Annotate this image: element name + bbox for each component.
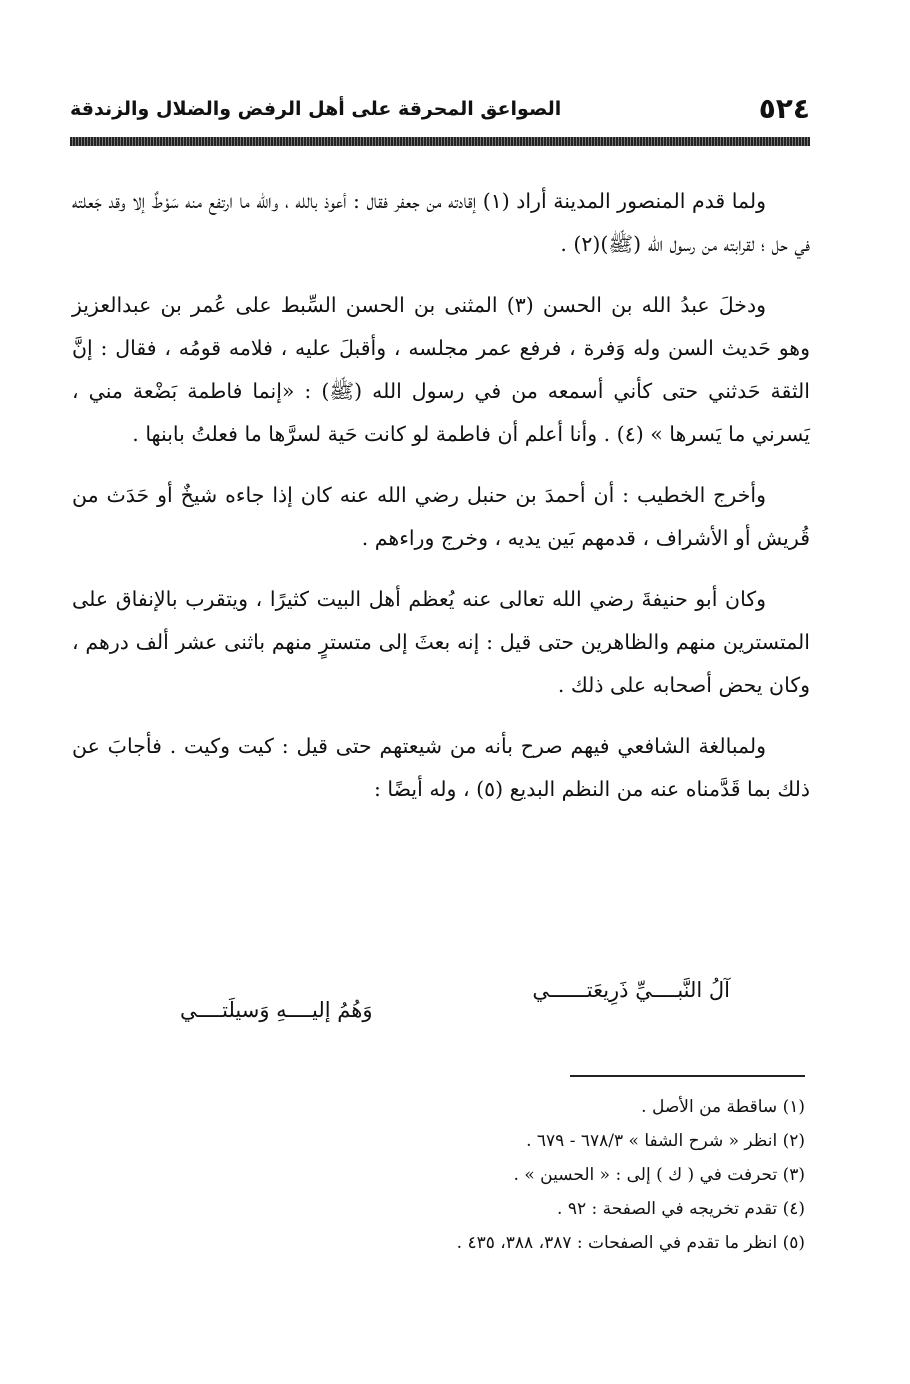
footnote: (٣) تحرفت في ( ك ) إلى : « الحسين » .: [513, 1165, 805, 1185]
paragraph: وأخرج الخطيب : أن أحمدَ بن حنبل رضي الله عنه كان إذا جاءه شيخٌ أو حَدَث من قُريش أو الأشراف ، قدمهم بَين يديه ، وخرج وراءهم .: [72, 483, 810, 550]
footnote: (٢) انظر « شرح الشفا » ٦٧٨/٣ - ٦٧٩ .: [526, 1131, 805, 1151]
running-title: الصواعق المحرقة على أهل الرفض والضلال والزندقة: [70, 98, 562, 120]
paragraph: ولما قدم المنصور المدينة أراد (١) إقادته من جعفر فقال : أعوذ بالله ، والله ما ارتفع منه سَوْطٌ إلا وقد جَعلته في حل ؛ لقرابته من رسول الله (ﷺ)(٢) .: [72, 189, 810, 256]
footnote-separator: [570, 1075, 805, 1077]
header-rule: [70, 137, 810, 146]
verse-first-hemistich: آلُ النَّبــــيِّ ذَرِيعَتــــــي: [532, 978, 730, 1002]
footnote: (١) ساقطة من الأصل .: [641, 1097, 805, 1117]
paragraph: ولمبالغة الشافعي فيهم صرح بأنه من شيعتهم حتى قيل : كيت وكيت . فأجابَ عن ذلك بما قَدَّمناه عنه من النظم البديع (٥) ، وله أيضًا :: [72, 734, 810, 801]
page-header: [70, 92, 810, 125]
footnote: (٥) انظر ما تقدم في الصفحات : ٣٨٧، ٣٨٨، ٤٣٥ .: [456, 1233, 805, 1253]
footnote: (٤) تقدم تخريجه في الصفحة : ٩٢ .: [557, 1199, 805, 1219]
verse-second-hemistich: وَهُمُ إليــــهِ وَسيلَتــــي: [180, 998, 373, 1022]
poem-verse: [150, 978, 730, 1028]
page-number: ٥٢٤: [758, 92, 810, 125]
paragraph: ودخلَ عبدُ الله بن الحسن (٣) المثنى بن الحسن السِّبط على عُمر بن عبدالعزيز وهو حَديث السن وله وَفرة ، فرفع عمر مجلسه ، وأقبلَ عليه ، فلامه قومُه ، فقال : إنَّ الثقة حَدثني حتى كأني أسمعه من في رسول الله (ﷺ) : «إنما فاطمة بَضْعة مني ، يَسرني ما يَسرها » (٤) . وأنا أعلم أن فاطمة لو كانت حَية لسرَّها ما فعلتُ بابنها .: [72, 293, 810, 446]
main-text: [72, 180, 810, 829]
paragraph: وكان أبو حنيفةَ رضي الله تعالى عنه يُعظم أهل البيت كثيرًا ، ويتقرب بالإنفاق على المتسترين منهم والظاهرين حتى قيل : إنه بعثَ إلى متسترٍ منهم باثنى عشر ألف درهم ، وكان يحض أصحابه على ذلك .: [72, 587, 810, 697]
footnotes: [300, 1090, 805, 1260]
